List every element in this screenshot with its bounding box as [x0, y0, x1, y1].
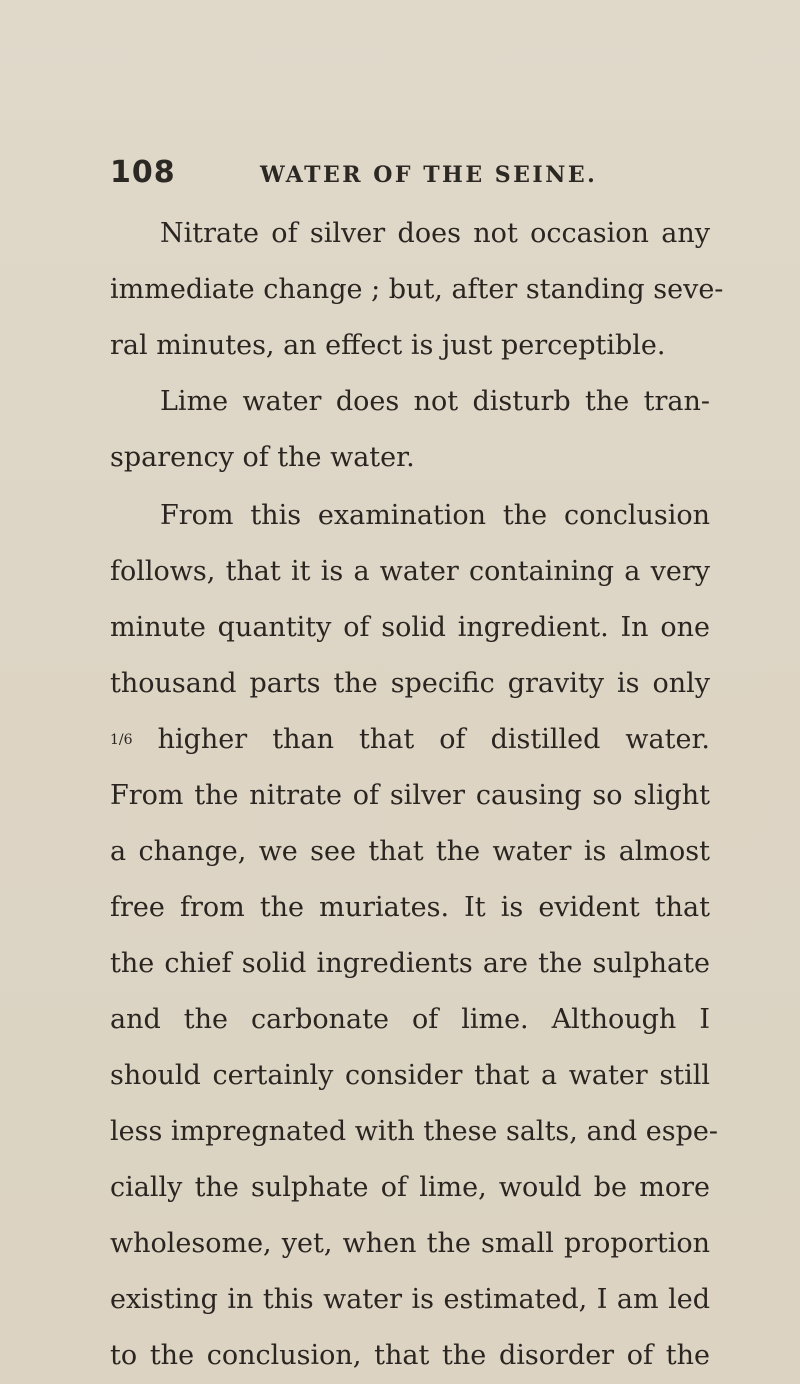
text-line: From this examination the conclusion [160, 500, 710, 531]
text-line: ral minutes, an effect is just perceptible. [110, 330, 666, 361]
paragraph-nitrate [110, 206, 724, 486]
text-line: the chief solid ingredients are the sulphate [110, 948, 710, 979]
text-line: should certainly consider that a water still [110, 1060, 710, 1091]
text-line: existing in this water is estimated, I am led [110, 1284, 710, 1315]
text-line-rest: higher than that of distilled water. [157, 724, 710, 755]
text-line-with-fraction [110, 712, 710, 768]
page-header [110, 155, 710, 195]
text-line: Nitrate of silver does not occasion any [160, 218, 710, 249]
page-number: 108 [110, 155, 176, 190]
text-line: Lime water does not disturb the tran- [160, 386, 710, 417]
text-line: thousand parts the specific gravity is only [110, 668, 710, 699]
text-line: immediate change ; but, after standing seve- [110, 274, 724, 305]
text-line: follows, that it is a water containing a very [110, 556, 710, 587]
text-line: to the conclusion, that the disorder of the [110, 1340, 710, 1371]
text-line: and the carbonate of lime. Although I [110, 1004, 710, 1035]
paragraph-conclusion [110, 488, 719, 1384]
text-line: cially the sulphate of lime, would be more [110, 1172, 710, 1203]
running-head: WATER OF THE SEINE. [260, 162, 598, 188]
text-line: less impregnated with these salts, and espe- [110, 1116, 719, 1147]
text-line: minute quantity of solid ingredient. In one [110, 612, 710, 643]
fraction: 1/6 [110, 732, 133, 748]
text-line: free from the muriates. It is evident that [110, 892, 710, 923]
text-line: sparency of the water. [110, 442, 415, 473]
text-line: From the nitrate of silver causing so slight [110, 780, 710, 811]
text-line: wholesome, yet, when the small proportion [110, 1228, 710, 1259]
text-line: a change, we see that the water is almost [110, 836, 710, 867]
